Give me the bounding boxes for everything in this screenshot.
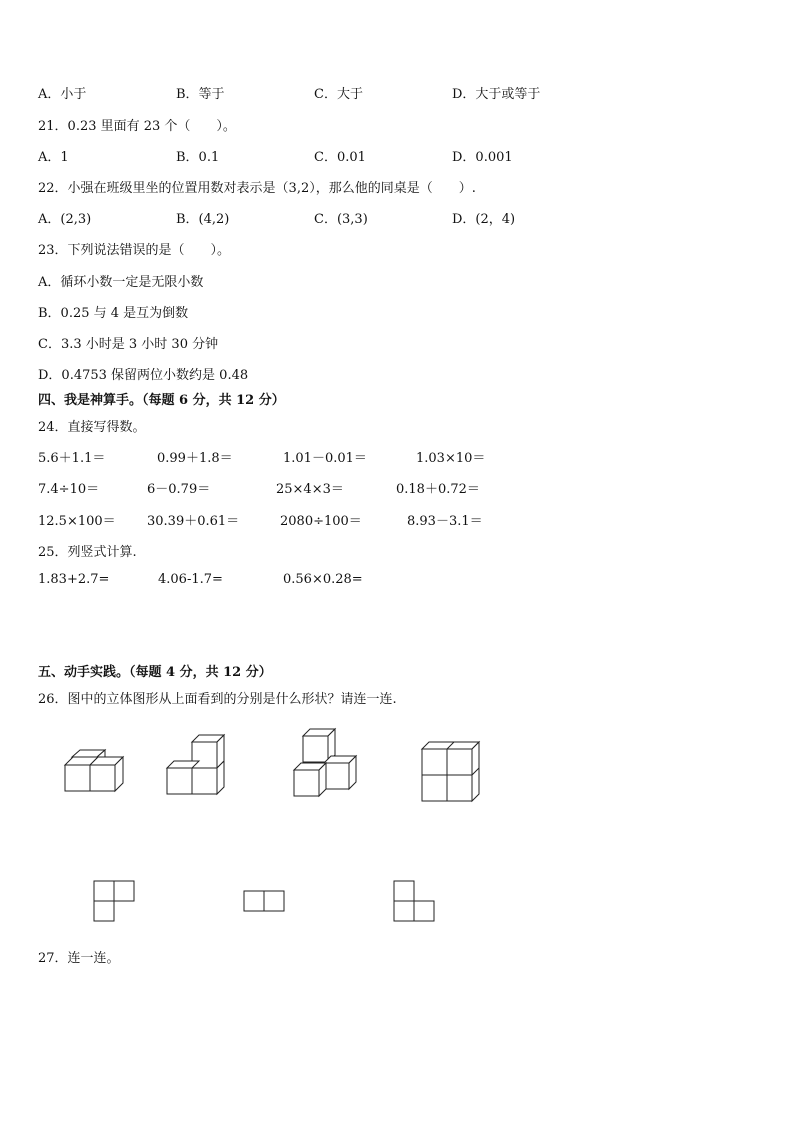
q22-option-a: A．(2,3) [38, 212, 92, 227]
q24-question: 24．直接写得数。 [38, 420, 146, 435]
q25-item: 0.56×0.28= [283, 572, 363, 587]
q20-option-c: C．大于 [314, 87, 363, 102]
q27-question: 27．连一连。 [38, 951, 120, 966]
q24-item: 0.18＋0.72＝ [396, 482, 480, 497]
section-5-title: 五、动手实践。（每题 4 分，共 12 分） [38, 665, 272, 680]
q24-item: 5.6＋1.1＝ [38, 451, 106, 466]
q24-item: 7.4÷10＝ [38, 482, 100, 497]
q23-question: 23．下列说法错误的是（ ）。 [38, 243, 231, 258]
top-view-3 [392, 879, 438, 923]
q25-question: 25．列竖式计算. [38, 545, 137, 560]
q25-item: 1.83+2.7= [38, 572, 110, 587]
q21-question: 21．0.23 里面有 23 个（ ）。 [38, 119, 236, 134]
top-view-2 [242, 889, 288, 913]
q26-question: 26．图中的立体图形从上面看到的分别是什么形状？请连一连. [38, 692, 397, 707]
q21-option-d: D．0.001 [452, 150, 513, 165]
q24-item: 8.93－3.1＝ [407, 514, 483, 529]
section-4-title: 四、我是神算手。（每题 6 分，共 12 分） [38, 393, 285, 408]
q22-option-c: C．(3,3) [314, 212, 368, 227]
solid-figure-1 [60, 745, 130, 797]
q24-item: 1.01－0.01＝ [283, 451, 367, 466]
q23-option-b: B．0.25 与 4 是互为倒数 [38, 306, 189, 321]
q20-option-d: D．大于或等于 [452, 87, 541, 102]
q24-item: 1.03×10＝ [416, 451, 486, 466]
q24-item: 25×4×3＝ [276, 482, 344, 497]
top-view-1 [92, 879, 138, 923]
q24-item: 2080÷100＝ [280, 514, 362, 529]
q20-option-a: A．小于 [38, 87, 87, 102]
q24-item: 0.99＋1.8＝ [157, 451, 233, 466]
q21-option-b: B．0.1 [176, 150, 220, 165]
q22-option-b: B．(4,2) [176, 212, 230, 227]
q23-option-d: D．0.4753 保留两位小数约是 0.48 [38, 368, 249, 383]
q24-item: 30.39＋0.61＝ [147, 514, 240, 529]
q20-option-b: B．等于 [176, 87, 225, 102]
q25-item: 4.06-1.7= [158, 572, 223, 587]
solid-figure-4 [417, 738, 487, 804]
q21-option-a: A．1 [38, 150, 69, 165]
q24-item: 12.5×100＝ [38, 514, 116, 529]
solid-figure-2 [162, 733, 230, 799]
q23-option-a: A．循环小数一定是无限小数 [38, 275, 204, 290]
q22-option-d: D．(2，4) [452, 212, 516, 227]
q23-option-c: C．3.3 小时是 3 小时 30 分钟 [38, 337, 219, 352]
q24-item: 6－0.79＝ [147, 482, 211, 497]
solid-figure-3 [289, 726, 364, 800]
q22-question: 22．小强在班级里坐的位置用数对表示是（3,2），那么他的同桌是（ ）. [38, 181, 476, 196]
q21-option-c: C．0.01 [314, 150, 366, 165]
